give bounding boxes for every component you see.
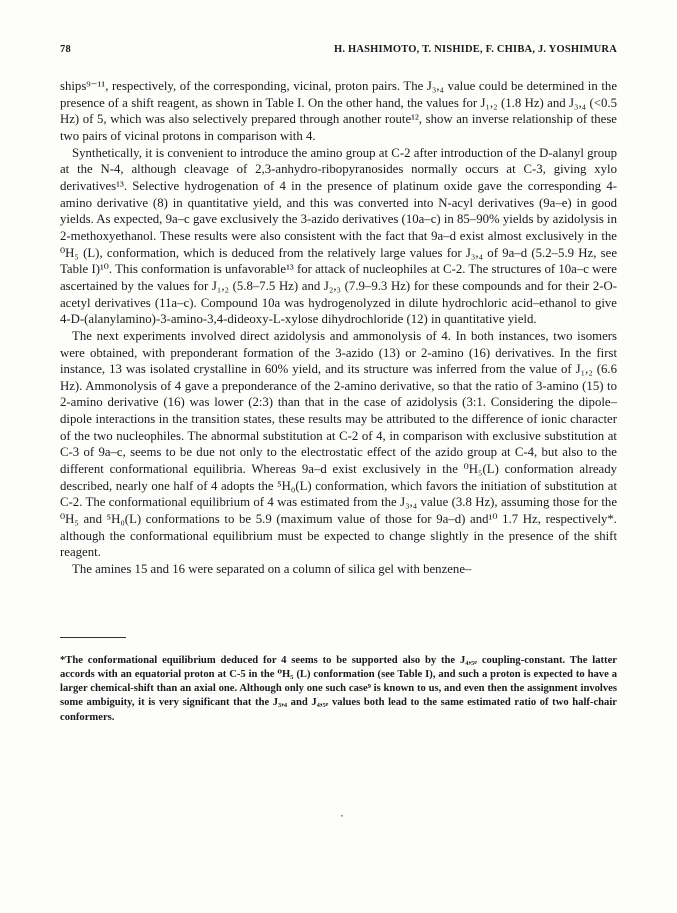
paragraph-continuation: ships⁹⁻¹¹, respectively, of the corresponding, vicinal, proton pairs. The J₃,₄ value could be determined in the presence of a shift reagent, as shown in Table I. On the other hand, the values for J₁,₂ (1.8 Hz) and J₃,₄ (<0.5 Hz) of 5, which was also selectively prepared through another route¹², show an inverse relationship of these two pairs of vicinal protons in comparison with 4. — [60, 79, 617, 143]
running-head: H. HASHIMOTO, T. NISHIDE, F. CHIBA, J. YOSHIMURA — [333, 44, 617, 55]
body-text — [60, 78, 617, 578]
footnote: *The conformational equilibrium deduced for 4 seems to be supported also by the J₄,₅ₑ coupling-constant. The latter accords with an equatorial proton at C-5 in the ⁰H₅ (L) conformation (see Table I), and such a proton is expected to have a larger chemical-shift than an axial one. Although only one such case⁹ is known to us, and even then the assignment involves some ambiguity, it is very significant that the J₃,₄ and J₄,₅ₑ values both lead to the same estimated ratio of two half-chair conformers. — [60, 654, 617, 723]
paragraph-azidolysis: The next experiments involved direct azidolysis and ammonolysis of 4. In both instances, two isomers were obtained, with preponderant formation of the 3-azido (13) or 2-amino (16) derivatives. In the first instance, 13 was isolated crystalline in 60% yield, and its structure was inferred from the value of J₁,₂ (6.6 Hz). Ammonolysis of 4 gave a preponderance of the 2-amino derivative, so that the ratio of 3-amino (15) to 2-amino derivative (16) was lower (2:3) than that in the case of azidolysis (3:1. Considering the dipole–dipole interactions in the transition states, these results may be attributed to the difference of ionic character of the two nucleophiles. The abnormal substitution at C-2 of 4, in comparison with exclusive substitution at C-3 of 9a–c, seems to be due not only to the electrostatic effect of the azido group at C-4, but also to the different conformational equilibria. Whereas 9a–d exist exclusively in the ⁰H₅(L) conformation already described, nearly one half of 4 adopts the ⁵H₀(L) conformation, which favors the initiation of substitution at C-2. The conformational equilibrium of 4 was estimated from the J₃,₄ value (3.8 Hz), assuming those for the ⁰H₅ and ⁵H₀(L) conformations to be 5.9 (maximum value of those for 9a–d) and¹⁰ 1.7 Hz, respectively*. although the conformational equilibrium must be expected to change slightly in the presence of the shift reagent. — [60, 328, 617, 560]
page-mark: · — [340, 809, 344, 823]
paragraph-synthesis: Synthetically, it is convenient to introduce the amino group at C-2 after introduction of the D-alanyl group at the N-4, although cleavage of 2,3-anhydro-ribopyranosides normally occurs at C-3, giving xylo derivatives¹³. Selective hydrogenation of 4 in the presence of platinum oxide gave the corresponding 4-amino derivative (8) in quantitative yield, and this was converted into N-acyl derivatives (9a–e) in good yields. As expected, 9a–c gave exclusively the 3-azido derivatives (10a–c) in 85–90% yields by azidolysis in 2-methoxyethanol. These results were also consistent with the fact that 9a–d exist almost exclusively in the ⁰H₅ (L), conformation, which is deduced from the relatively large values for J₃,₄ of 9a–d (5.2–5.9 Hz, see Table I)¹⁰. This conformation is unfavorable¹³ for attack of nucleophiles at C-2. The structures of 10a–c were ascertained by the values for J₁,₂ (5.8–7.5 Hz) and J₂,₃ (7.9–9.3 Hz) for these compounds and for their 2-O-acetyl derivatives (11a–c). Compound 10a was hydrogenolyzed in dilute hydrochloric acid–ethanol to give 4-D-(alanylamino)-3-amino-3,4-dideoxy-L-xylose dihydrochloride (12) in quantitative yield. — [60, 145, 617, 327]
page-number: 78 — [60, 44, 71, 55]
footnote-divider — [60, 637, 126, 638]
paragraph-separation: The amines 15 and 16 were separated on a column of silica gel with benzene– — [72, 562, 472, 577]
